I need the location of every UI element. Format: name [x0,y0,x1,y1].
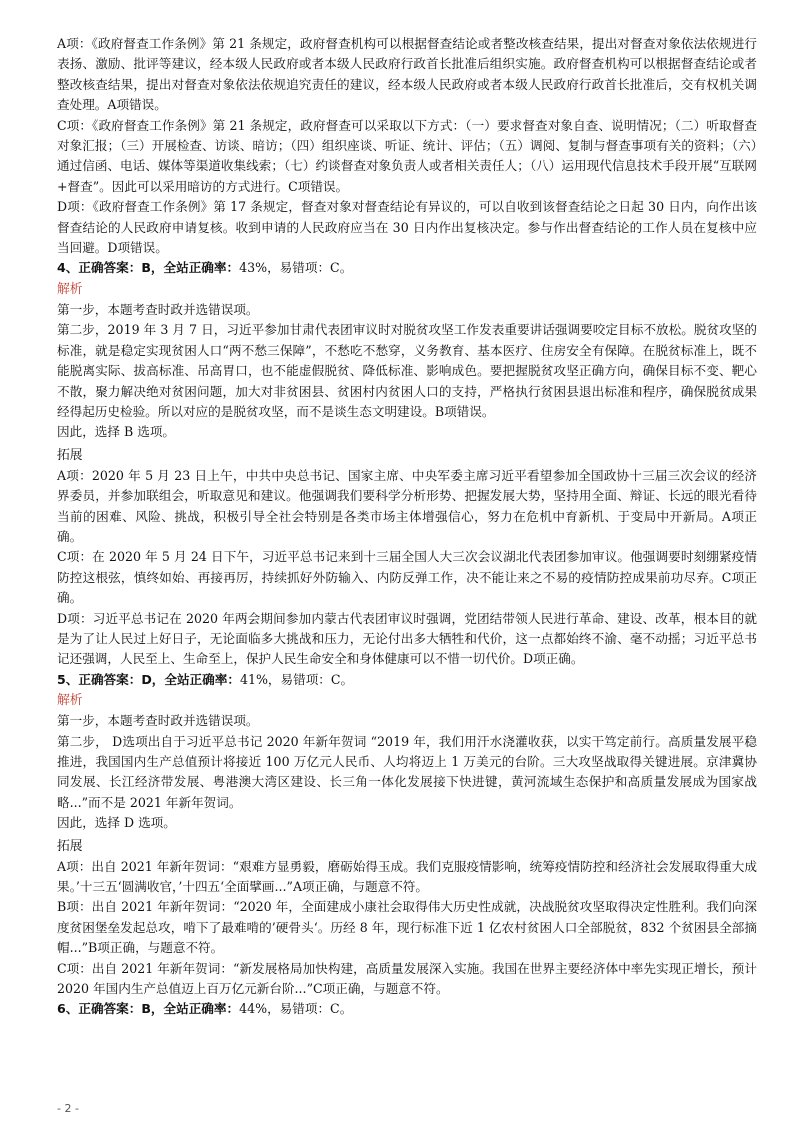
q4-expand-d: D项：习近平总书记在 2020 年两会期间参加内蒙古代表团审议时强调，党团结带领人民进行革命、建设、改革，根本目的就是为了让人民过上好日子，无论面临多大挑战和压力，无论付出多大牺牲和代价，这一点都始终不渝、毫不动摇；习近平总书记还强调，人民至上、生命至上，保护人民生命安全和身体健康可以不惜一切代价。D项正确。 [57,610,757,667]
document-page [57,34,757,1020]
q5-analysis-conclusion: 因此，选择 D 选项。 [57,815,176,831]
q5-answer-label: 5、正确答案：D，全站正确率： [57,671,240,687]
q5-expand-b: B项：出自 2021 年新年贺词：“2020 年，全面建成小康社会取得伟大历史性成就，决战脱贫攻坚取得决定性胜利。我们向深度贫困堡垒发起总攻，啃下了最难啃的’硬骨头‘。历经 8 年，现行标准下近 1 亿农村贫困人口全部脱贫，832 个贫困县全部摘帽...”B项正确，与题意不符。 [57,899,757,956]
q6-answer-line [57,999,757,1019]
q4-analysis-step2: 第二步，2019 年 3 月 7 日，习近平参加甘肃代表团审议时对脱贫攻坚工作发表重要讲话强调要咬定目标不放松。脱贫攻坚的标准，就是稳定实现贫困人口“两不愁三保障”，不愁吃不愁穿，义务教育、基本医疗、住房安全有保障。在脱贫标准上，既不能脱离实际、拔高标准、吊高胃口，也不能虚假脱贫、降低标准、影响成色。要把握脱贫攻坚正确方向，确保目标不变、靶心不散，聚力解决绝对贫困问题，加大对非贫困县、贫困村内贫困人口的支持，严格执行贫困县退出标准和程序，确保脱贫成果经得起历史检验。所以对应的是脱贫攻坚，而不是谈生态文明建设。B项错误。 [57,322,757,419]
q5-analysis-heading: 解析 [57,693,83,709]
paragraph-a-option: A项：《政府督查工作条例》第 21 条规定，政府督查机构可以根据督查结论或者整改核查结果，提出对督查对象依法依规进行表扬、激励、批评等建议，经本级人民政府或者本级人民政府行政首长批准后组织实施。政府督查机构可以根据督查结论或者整改核查结果，提出对督查对象依法依规追究责任的建议，经本级人民政府或者本级人民政府行政首长批准后，交有权机关调查处理。A项错误。 [57,36,757,113]
q5-answer-stats: 41%，易错项：C。 [239,671,354,687]
q6-answer-stats: 44%，易错项：C。 [239,1001,353,1017]
q6-answer-label: 6、正确答案：B，全站正确率： [57,1001,240,1017]
q4-expand-a: A项：2020 年 5 月 23 日上午，中共中央总书记、国家主席、中央军委主席习近平看望参加全国政协十三届三次会议的经济界委员，并参加联组会，听取意见和建议。他强调我们要科学分析形势、把握发展大势，坚持用全面、辩证、长远的眼光看待当前的困难、风险、挑战，积极引导全社会特别是各类市场主体增强信心，努力在危机中育新机、于变局中开新局。A项正确。 [57,467,757,544]
q4-answer-stats: 43%，易错项：C。 [239,260,353,276]
q4-analysis-step1: 第一步，本题考查时政并选错误项。 [57,301,259,317]
q4-expand-c: C项：在 2020 年 5 月 24 日下午，习近平总书记来到十三届全国人大三次会议湖北代表团参加审议。他强调要时刻绷紧疫情防控这根弦，慎终如始、再接再厉，持续抓好外防输入、内防反弹工作，决不能让来之不易的疫情防控成果前功尽弃。C项正确。 [57,549,757,606]
page-number: - 2 - [57,1102,79,1115]
q5-answer-line [57,670,757,690]
q5-analysis-step2: 第二步， D选项出自于习近平总书记 2020 年新年贺词 “2019 年，我们用汗水浇灌收获，以实干笃定前行。高质量发展平稳推进，我国国内生产总值预计将接近 100 万亿元人民币、人均将迈上 1 万美元的台阶。三大攻坚战取得关键进展。京津冀协同发展、长江经济带发展、粤港澳大湾区建设、长三角一体化发展接下快进键，黄河流域生态保护和高质量发展成为国家战略...”而不是 2021 年新年贺词。 [57,733,757,810]
paragraph-d-option: D项：《政府督查工作条例》第 17 条规定，督查对象对督查结论有异议的，可以自收到该督查结论之日起 30 日内，向作出该督查结论的人民政府申请复核。收到申请的人民政府应当在 30 日内作出复核决定。参与作出督查结论的工作人员在复核中应当回避。D项错误。 [57,199,757,256]
q4-analysis-conclusion: 因此，选择 B 选项。 [57,424,176,440]
q5-analysis-step1: 第一步，本题考查时政并选错误项。 [57,713,259,729]
q4-answer-line [57,258,757,278]
q5-expand-a: A项：出自 2021 年新年贺词：“艰难方显勇毅，磨砺始得玉成。我们克服疫情影响，统筹疫情防控和经济社会发展取得重大成果。’十三五‘圆满收官，’十四五‘全面擘画...”A项正确，与题意不符。 [57,858,757,895]
q5-expand-heading: 拓展 [57,838,83,854]
q5-expand-c: C项：出自 2021 年新年贺词：“新发展格局加快构建，高质量发展深入实施。我国在世界主要经济体中率先实现正增长，预计 2020 年国内生产总值迈上百万亿元新台阶...”C项正确，与题意不符。 [57,960,757,997]
q4-expand-heading: 拓展 [57,447,83,463]
q4-analysis-heading: 解析 [57,281,83,297]
paragraph-c-option: C项：《政府督查工作条例》第 21 条规定，政府督查可以采取以下方式：（一）要求督查对象自查、说明情况；（二）听取督查对象汇报；（三）开展检查、访谈、暗访；（四）组织座谈、听证、统计、评估；（五）调阅、复制与督查事项有关的资料；（六）通过信函、电话、媒体等渠道收集线索；（七）约谈督查对象负责人或者相关责任人；（八）运用现代信息技术手段开展“互联网+督查”。因此可以采用暗访的方式进行。C项错误。 [57,117,757,194]
q4-answer-label: 4、正确答案：B，全站正确率： [57,260,240,276]
